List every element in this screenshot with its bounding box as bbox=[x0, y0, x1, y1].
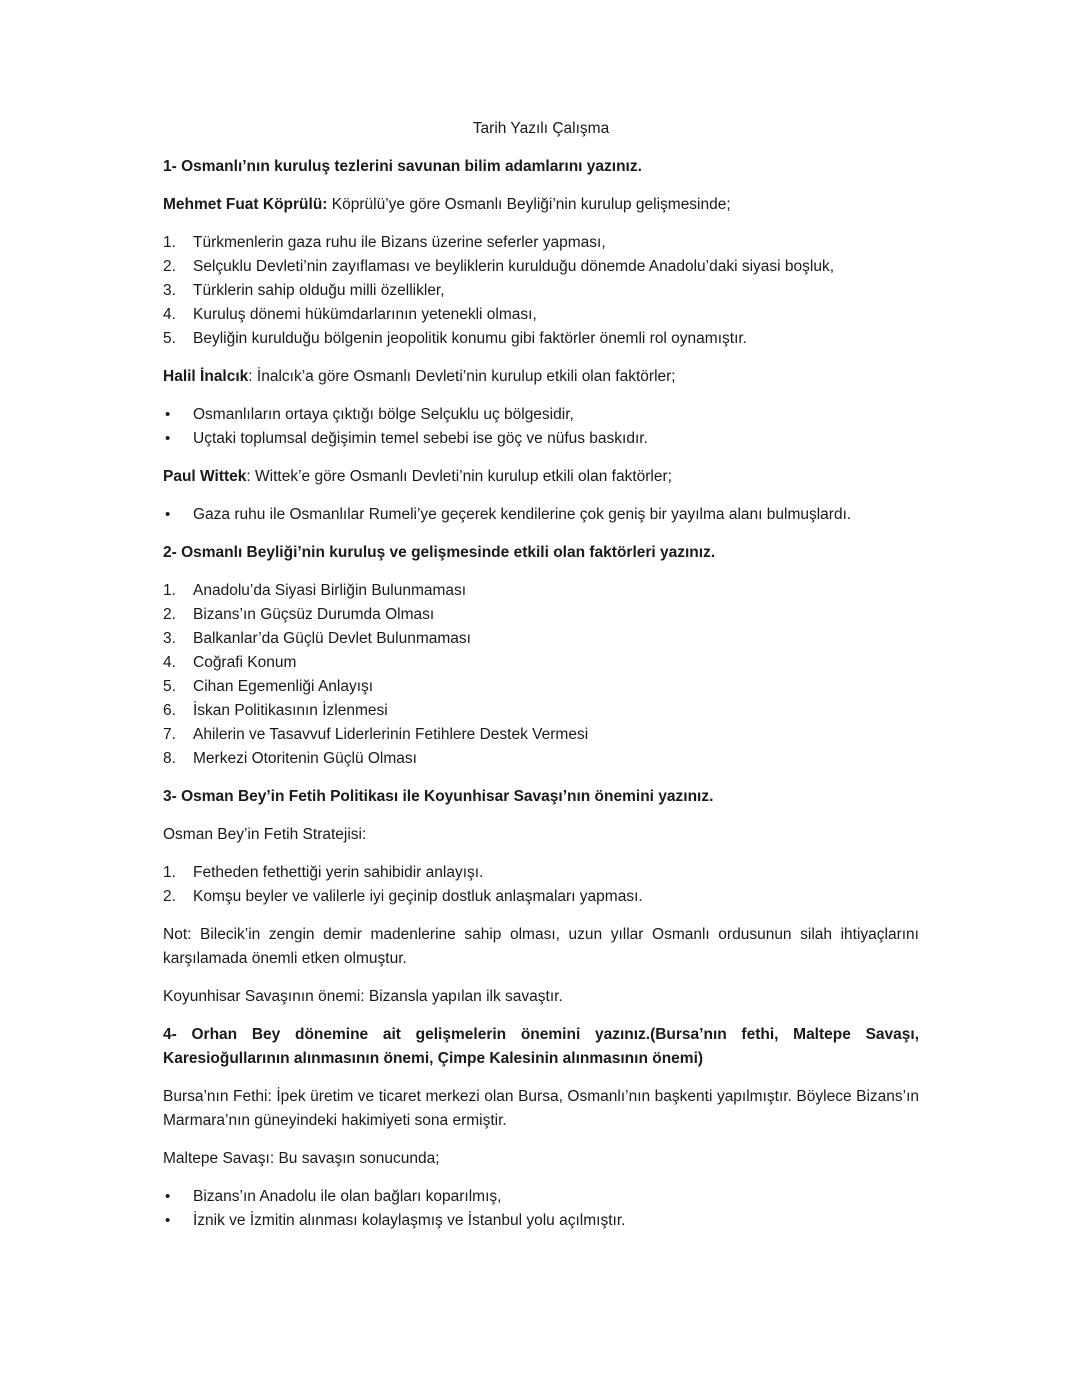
list-item bbox=[163, 579, 919, 603]
list-item bbox=[163, 231, 919, 255]
wittek-paragraph bbox=[163, 465, 919, 489]
list-item-text: İznik ve İzmitin alınması kolaylaşmış ve İstanbul yolu açılmıştır. bbox=[193, 1212, 626, 1229]
list-item-text: Gaza ruhu ile Osmanlılar Rumeli’ye geçerek kendilerine çok geniş bir yayılma alanı bulmuşlardı. bbox=[193, 506, 852, 523]
wittek-list bbox=[163, 503, 919, 527]
list-item-text: Cihan Egemenliği Anlayışı bbox=[193, 678, 374, 695]
bursa-paragraph: Bursa’nın Fethi: İpek üretim ve ticaret merkezi olan Bursa, Osmanlı’nın başkenti yapılmıştır. Böylece Bizans’ın Marmara’nın güneyindeki hakimiyeti sona ermiştir. bbox=[163, 1088, 919, 1129]
list-item-text: Uçtaki toplumsal değişimin temel sebebi ise göç ve nüfus baskıdır. bbox=[193, 430, 648, 447]
list-item bbox=[163, 1209, 919, 1233]
document-page bbox=[163, 117, 919, 1247]
bullet-icon: • bbox=[165, 406, 171, 423]
inalcik-name: Halil İnalcık bbox=[163, 368, 249, 385]
list-item-text: Coğrafi Konum bbox=[193, 654, 297, 671]
list-item bbox=[163, 747, 919, 771]
list-item-text: Beyliğin kurulduğu bölgenin jeopolitik konumu gibi faktörler önemli rol oynamıştır. bbox=[193, 330, 747, 347]
list-number: 3. bbox=[163, 630, 176, 647]
list-number: 2. bbox=[163, 606, 176, 623]
list-item bbox=[163, 403, 919, 427]
wittek-intro: : Wittek’e göre Osmanlı Devleti’nin kurulup etkili olan faktörler; bbox=[246, 468, 672, 485]
maltepe-list bbox=[163, 1185, 919, 1233]
list-number: 5. bbox=[163, 330, 176, 347]
koprulu-intro: Köprülü’ye göre Osmanlı Beyliği’nin kurulup gelişmesinde; bbox=[327, 196, 731, 213]
list-number: 1. bbox=[163, 864, 176, 881]
list-item-text: Selçuklu Devleti’nin zayıflaması ve beyliklerin kurulduğu dönemde Anadolu’daki siyasi boşluk, bbox=[193, 258, 835, 275]
bullet-icon: • bbox=[165, 1188, 171, 1205]
list-item bbox=[163, 861, 919, 885]
list-number: 2. bbox=[163, 258, 176, 275]
bullet-icon: • bbox=[165, 430, 171, 447]
list-item bbox=[163, 651, 919, 675]
list-number: 1. bbox=[163, 234, 176, 251]
koprulu-paragraph bbox=[163, 193, 919, 217]
koprulu-list bbox=[163, 231, 919, 351]
list-item-text: Merkezi Otoritenin Güçlü Olması bbox=[193, 750, 417, 767]
list-item bbox=[163, 885, 919, 909]
list-item-text: Bizans’ın Anadolu ile olan bağları koparılmış, bbox=[193, 1188, 502, 1205]
list-item bbox=[163, 699, 919, 723]
koprulu-name: Mehmet Fuat Köprülü: bbox=[163, 196, 328, 213]
list-number: 1. bbox=[163, 582, 176, 599]
list-item bbox=[163, 327, 919, 351]
list-item bbox=[163, 255, 919, 279]
note-paragraph: Not: Bilecik’in zengin demir madenlerine sahip olması, uzun yıllar Osmanlı ordusunun silah ihtiyaçlarını karşılamada önemli etken olmuştur. bbox=[163, 926, 919, 967]
question-1-heading: 1- Osmanlı’nın kuruluş tezlerini savunan bilim adamlarını yazınız. bbox=[163, 158, 642, 175]
koyunhisar-paragraph: Koyunhisar Savaşının önemi: Bizansla yapılan ilk savaştır. bbox=[163, 988, 563, 1005]
list-item-text: Osmanlıların ortaya çıktığı bölge Selçuklu uç bölgesidir, bbox=[193, 406, 574, 423]
list-item bbox=[163, 603, 919, 627]
list-item-text: Balkanlar’da Güçlü Devlet Bulunmaması bbox=[193, 630, 471, 647]
factors-list bbox=[163, 579, 919, 771]
list-item bbox=[163, 627, 919, 651]
document-title: Tarih Yazılı Çalışma bbox=[472, 120, 610, 137]
strategy-intro: Osman Bey’in Fetih Stratejisi: bbox=[163, 826, 367, 843]
list-number: 2. bbox=[163, 888, 176, 905]
inalcik-list bbox=[163, 403, 919, 451]
list-item bbox=[163, 427, 919, 451]
strategy-list bbox=[163, 861, 919, 909]
list-item-text: İskan Politikasının İzlenmesi bbox=[193, 702, 388, 719]
list-item-text: Fetheden fethettiği yerin sahibidir anlayışı. bbox=[193, 864, 484, 881]
list-number: 8. bbox=[163, 750, 176, 767]
list-item bbox=[163, 723, 919, 747]
maltepe-intro: Maltepe Savaşı: Bu savaşın sonucunda; bbox=[163, 1150, 440, 1167]
list-item-text: Ahilerin ve Tasavvuf Liderlerinin Fetihlere Destek Vermesi bbox=[193, 726, 589, 743]
list-item bbox=[163, 279, 919, 303]
list-item-text: Anadolu’da Siyasi Birliğin Bulunmaması bbox=[193, 582, 467, 599]
question-2-heading: 2- Osmanlı Beyliği’nin kuruluş ve gelişmesinde etkili olan faktörleri yazınız. bbox=[163, 544, 716, 561]
list-item bbox=[163, 303, 919, 327]
list-item bbox=[163, 675, 919, 699]
list-item-text: Bizans’ın Güçsüz Durumda Olması bbox=[193, 606, 435, 623]
list-number: 5. bbox=[163, 678, 176, 695]
list-item-text: Türklerin sahip olduğu milli özellikler, bbox=[193, 282, 445, 299]
list-number: 4. bbox=[163, 306, 176, 323]
inalcik-paragraph bbox=[163, 365, 919, 389]
bullet-icon: • bbox=[165, 1212, 171, 1229]
question-3-heading: 3- Osman Bey’in Fetih Politikası ile Koyunhisar Savaşı’nın önemini yazınız. bbox=[163, 788, 714, 805]
list-item bbox=[163, 1185, 919, 1209]
inalcik-intro: : İnalcık’a göre Osmanlı Devleti’nin kurulup etkili olan faktörler; bbox=[248, 368, 676, 385]
bullet-icon: • bbox=[165, 506, 171, 523]
list-item-text: Türkmenlerin gaza ruhu ile Bizans üzerine seferler yapması, bbox=[193, 234, 606, 251]
wittek-name: Paul Wittek bbox=[163, 468, 247, 485]
list-item-text: Komşu beyler ve valilerle iyi geçinip dostluk anlaşmaları yapması. bbox=[193, 888, 643, 905]
list-number: 7. bbox=[163, 726, 176, 743]
list-item-text: Kuruluş dönemi hükümdarlarının yetenekli olması, bbox=[193, 306, 537, 323]
list-number: 6. bbox=[163, 702, 176, 719]
list-number: 3. bbox=[163, 282, 176, 299]
list-number: 4. bbox=[163, 654, 176, 671]
list-item bbox=[163, 503, 919, 527]
question-4-heading: 4- Orhan Bey dönemine ait gelişmelerin önemini yazınız.(Bursa’nın fethi, Maltepe Savaşı, Karesioğullarının alınmasının önemi, Çimpe Kalesinin alınmasının önemi) bbox=[163, 1026, 919, 1067]
